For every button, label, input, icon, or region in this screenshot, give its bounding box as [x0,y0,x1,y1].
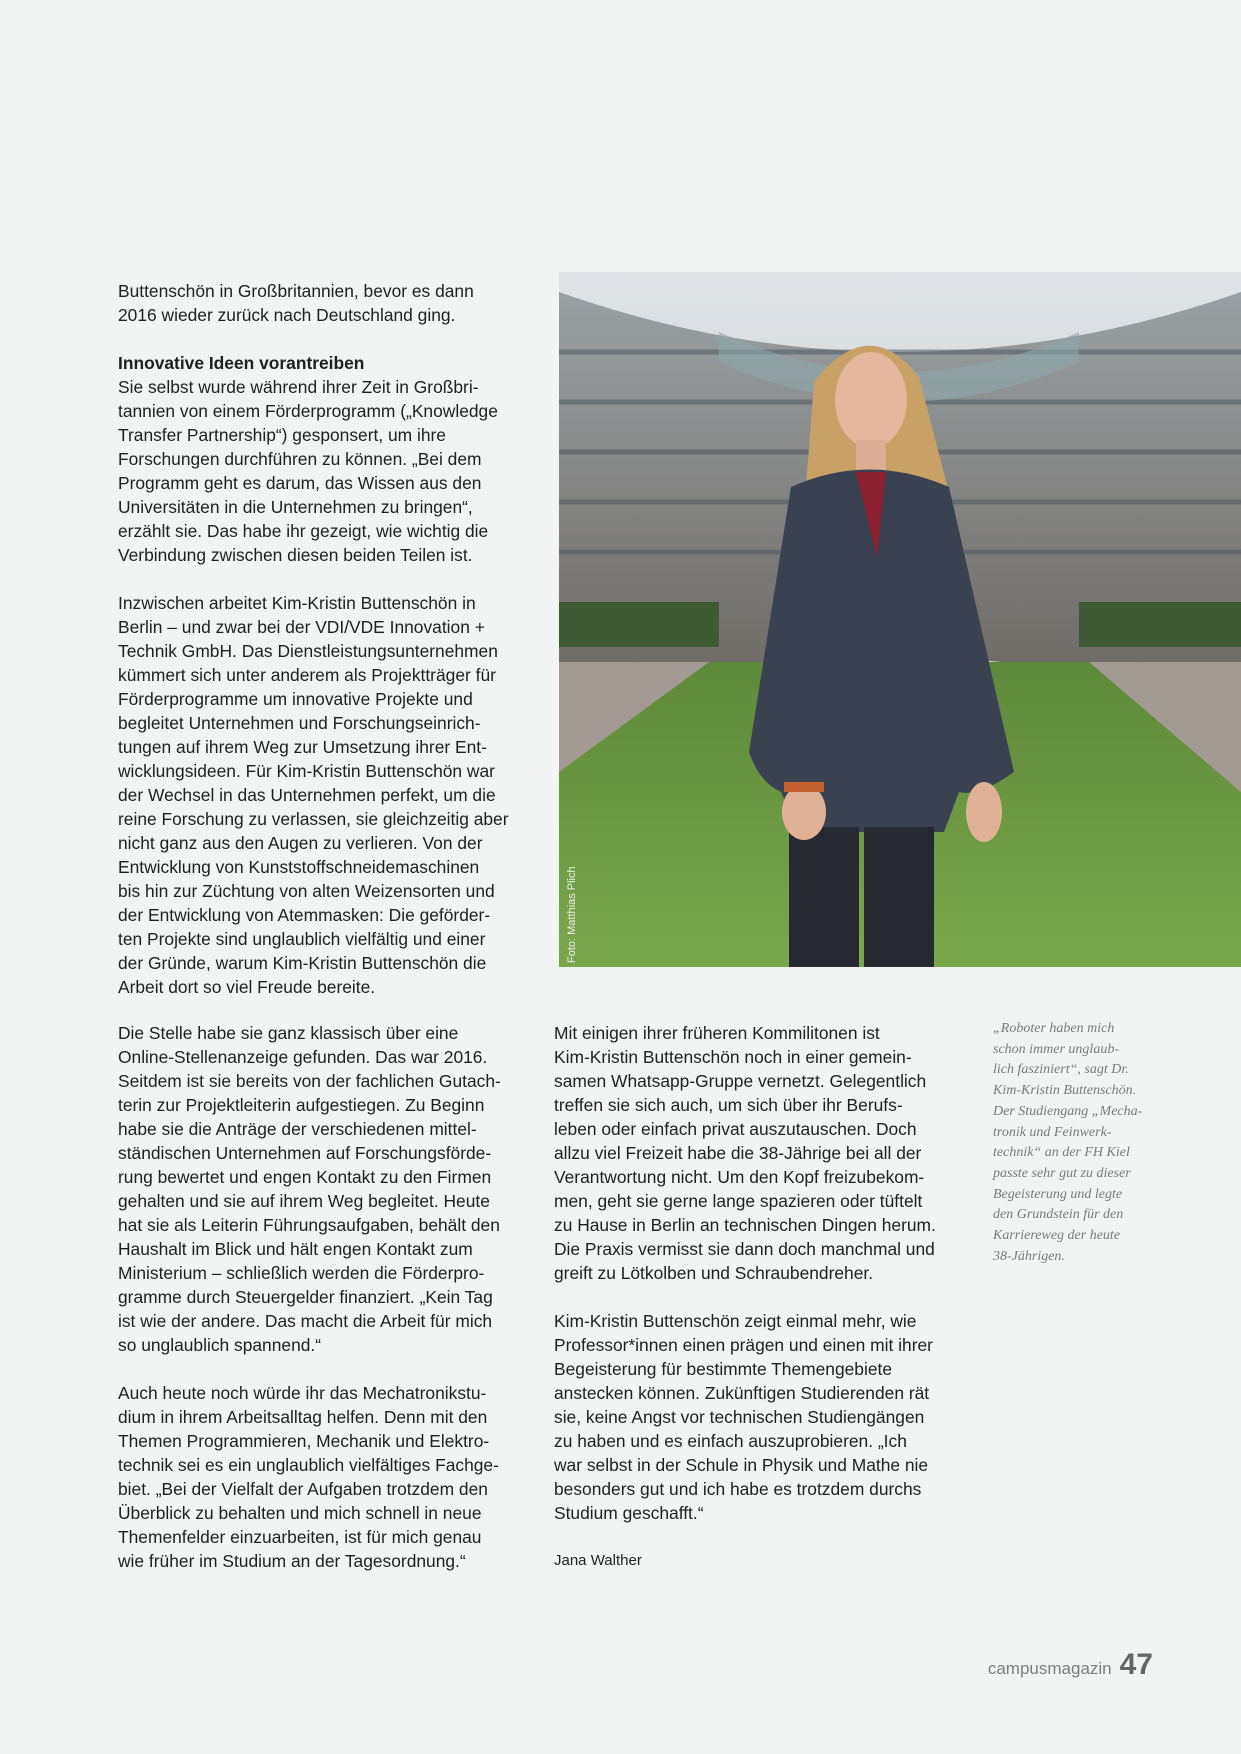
article-column-left-top [118,279,538,999]
body-paragraph: Mit einigen ihrer früheren Kommilitonen ist Kim-Kristin Buttenschön noch in einer gemein- samen Whatsapp-Gruppe vernetzt. Gelegentlich treffen sie sich auch, um sich über ihr Berufs- leben oder einfach privat auszutauschen. Doch allzu viel Freizeit habe die 38-Jährige bei all der Verantwortung nicht. Um den Kopf freizubekom- men, geht sie gerne lange spazieren oder tüftelt zu Hause in Berlin an technischen Dingen herum. Die Praxis vermisst sie dann doch manchmal und greift zu Lötkolben und Schraubendreher. [554,1023,936,1283]
pull-quote: „Roboter haben mich schon immer unglaub- lich fasziniert“, sagt Dr. Kim-Kristin Buttenschön. Der Studiengang „Mecha- tronik und Feinwerk- technik“ an der FH Kiel passte sehr gut zu dieser Begeisterung und legte den Grundstein für den Karriereweg der heute 38-Jährigen. [993,1021,1143,1264]
body-paragraph: Sie selbst wurde während ihrer Zeit in Großbri- tannien von einem Förderprogramm („Knowledge Transfer Partnership“) gesponsert, um ihre Forschungen durchführen zu können. „Bei dem Programm geht es darum, das Wissen aus den Universitäten in die Unternehmen zu bringen“, erzählt sie. Das habe ihr gezeigt, wie wichtig die Verbindung zwischen diesen beiden Teilen ist. [118,377,498,565]
body-paragraph: Auch heute noch würde ihr das Mechatronikstu- dium in ihrem Arbeitsalltag helfen. Denn mit den Themen Programmieren, Mechanik und Elektro- technik sei es ein unglaublich vielfältiges Fachge- biet. „Bei der Vielfalt der Aufgaben trotzdem den Überblick zu behalten und mich schnell in neue Themenfelder einzuarbeiten, ist für mich genau wie früher im Studium an der Tagesordnung.“ [118,1383,499,1571]
section-heading: Innovative Ideen vorantreiben [118,353,365,373]
article-column-left-bottom [118,1021,538,1573]
body-paragraph: Inzwischen arbeitet Kim-Kristin Buttenschön in Berlin – und zwar bei der VDI/VDE Innovation + Technik GmbH. Das Dienstleistungsunternehmen kümmert sich unter anderem als Projektträger für Förderprogramme um innovative Projekte und begleitet Unternehmen und Forschungseinrich- tungen auf ihrem Weg zur Umsetzung ihrer Ent- wicklungsideen. Für Kim-Kristin Buttenschön war der Wechsel in das Unternehmen perfekt, um die reine Forschung zu verlassen, sie gleichzeitig aber nicht ganz aus den Augen zu verlieren. Von der Entwicklung von Kunststoffschneidemaschinen bis hin zur Züchtung von alten Weizensorten und der Entwicklung von Atemmasken: Die geförder- ten Projekte sind unglaublich vielfältig und einer der Gründe, warum Kim-Kristin Buttenschön die Arbeit dort so viel Freude bereite. [118,593,509,997]
body-paragraph: Kim-Kristin Buttenschön zeigt einmal mehr, wie Professor*innen einen prägen und einen mit ihrer Begeisterung für bestimmte Themengebiete anstecken können. Zukünftigen Studierenden rät sie, keine Angst vor technischen Studiengängen zu haben und es einfach auszuprobieren. „Ich war selbst in der Schule in Physik und Mathe nie besonders gut und ich habe es trotzdem durchs Studium geschafft.“ [554,1311,933,1523]
body-paragraph: Die Stelle habe sie ganz klassisch über eine Online-Stellenanzeige gefunden. Das war 2016. Seitdem ist sie bereits von der fachlichen Gutach- terin zur Projektleiterin aufgestiegen. Zu Beginn habe sie die Anträge der verschiedenen mittel- ständischen Unternehmen auf Forschungsförde- rung bewertet und engen Kontakt zu den Firmen gehalten und sie auf ihrem Weg begleitet. Heute hat sie als Leiterin Führungsaufgaben, behält den Haushalt im Blick und hält engen Kontakt zum Ministerium – schließlich werden die Förderpro- gramme durch Steuergelder finanziert. „Kein Tag ist wie der andere. Das macht die Arbeit für mich so unglaublich spannend.“ [118,1023,501,1355]
magazine-name: campusmagazin [987,1659,1112,1678]
portrait-illustration [559,272,1241,967]
intro-paragraph: Buttenschön in Großbritannien, bevor es dann 2016 wieder zurück nach Deutschland ging. [118,281,474,325]
portrait-photo [559,272,1241,967]
page-number: 47 [1119,1648,1153,1681]
photo-credit: Foto: Matthias Plich [566,866,578,963]
article-column-middle [554,1021,974,1573]
page-footer [988,1648,1153,1682]
author-name: Jana Walther [554,1552,642,1569]
